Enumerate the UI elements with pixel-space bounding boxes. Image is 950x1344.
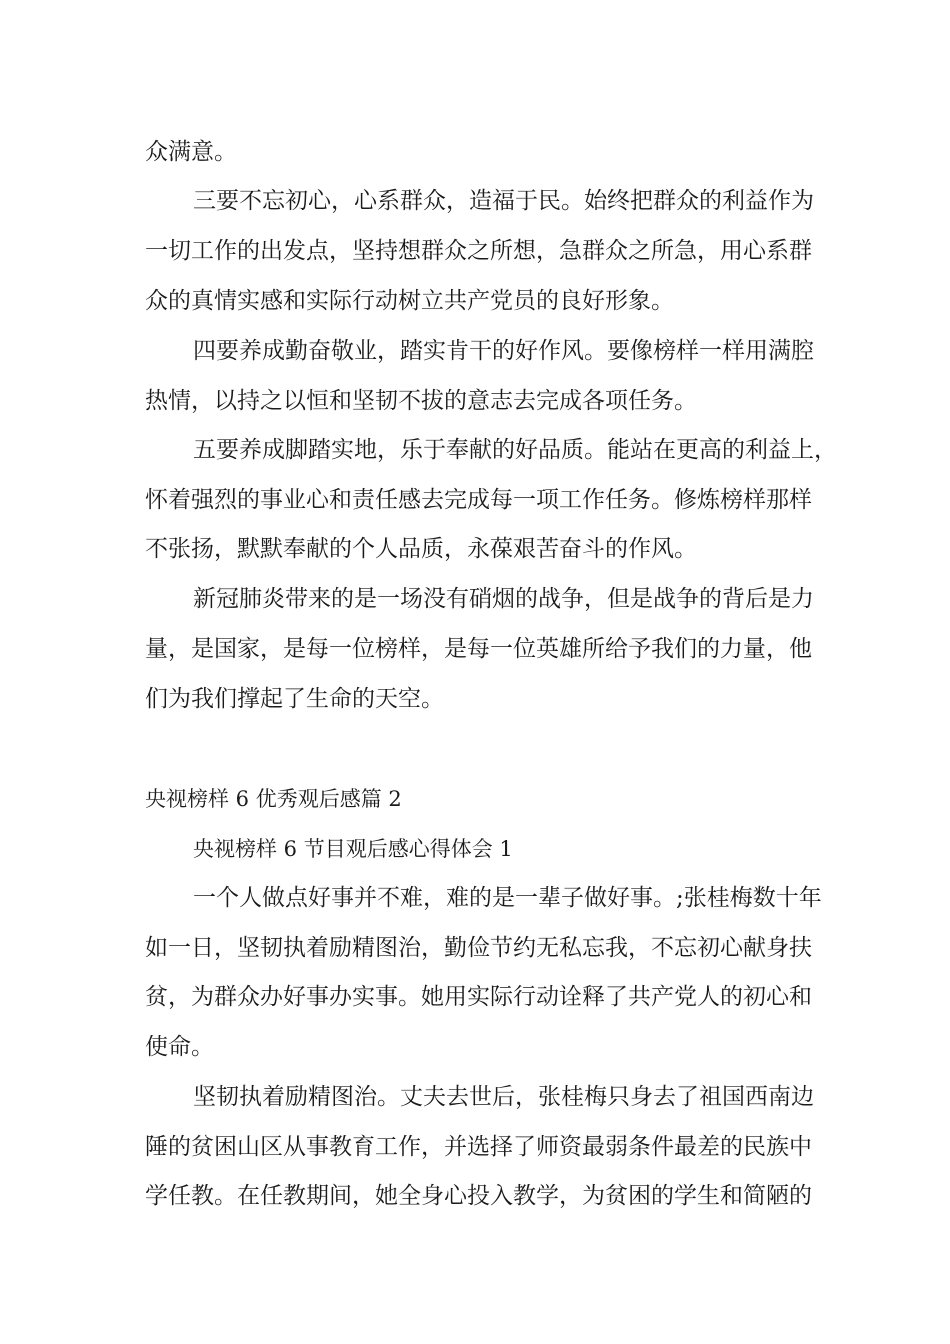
text-line: 四要养成勤奋敬业，踏实肯干的好作风。要像榜样一样用满腔 xyxy=(193,338,814,364)
text-line: 五要养成脚踏实地，乐于奉献的好品质。能站在更高的利益上， xyxy=(193,437,837,463)
text-line: 们为我们撑起了生命的天空。 xyxy=(145,686,444,712)
text-line: 热情，以持之以恒和坚韧不拔的意志去完成各项任务。 xyxy=(145,388,697,414)
sub-heading: 央视榜样 6 节目观后感心得体会 1 xyxy=(193,837,513,861)
text-line: 学任教。在任教期间，她全身心投入教学，为贫困的学生和简陋的 xyxy=(145,1183,812,1209)
text-line: 一切工作的出发点，坚持想群众之所想，急群众之所急，用心系群 xyxy=(145,238,812,264)
text-line: 不张扬，默默奉献的个人品质，永葆艰苦奋斗的作风。 xyxy=(145,536,697,562)
text-line: 众满意。 xyxy=(145,139,237,165)
text-line: 新冠肺炎带来的是一场没有硝烟的战争，但是战争的背后是力 xyxy=(193,586,814,612)
text-line: 怀着强烈的事业心和责任感去完成每一项工作任务。修炼榜样那样 xyxy=(145,487,812,513)
text-line: 陲的贫困山区从事教育工作，并选择了师资最弱条件最差的民族中 xyxy=(145,1134,812,1160)
text-line: 贫，为群众办好事办实事。她用实际行动诠释了共产党人的初心和 xyxy=(145,984,812,1010)
text-line: 三要不忘初心，心系群众，造福于民。始终把群众的利益作为 xyxy=(193,188,814,214)
text-line: 使命。 xyxy=(145,1034,214,1060)
text-line: 量，是国家，是每一位榜样，是每一位英雄所给予我们的力量，他 xyxy=(145,636,812,662)
text-line: 一个人做点好事并不难，难的是一辈子做好事。;张桂梅数十年 xyxy=(193,885,822,911)
text-line: 众的真情实感和实际行动树立共产党员的良好形象。 xyxy=(145,288,674,314)
section-heading: 央视榜样 6 优秀观后感篇 2 xyxy=(145,787,402,811)
text-line: 坚韧执着励精图治。丈夫去世后，张桂梅只身去了祖国西南边 xyxy=(193,1084,814,1110)
text-line: 如一日，坚韧执着励精图治，勤俭节约无私忘我，不忘初心献身扶 xyxy=(145,935,812,961)
